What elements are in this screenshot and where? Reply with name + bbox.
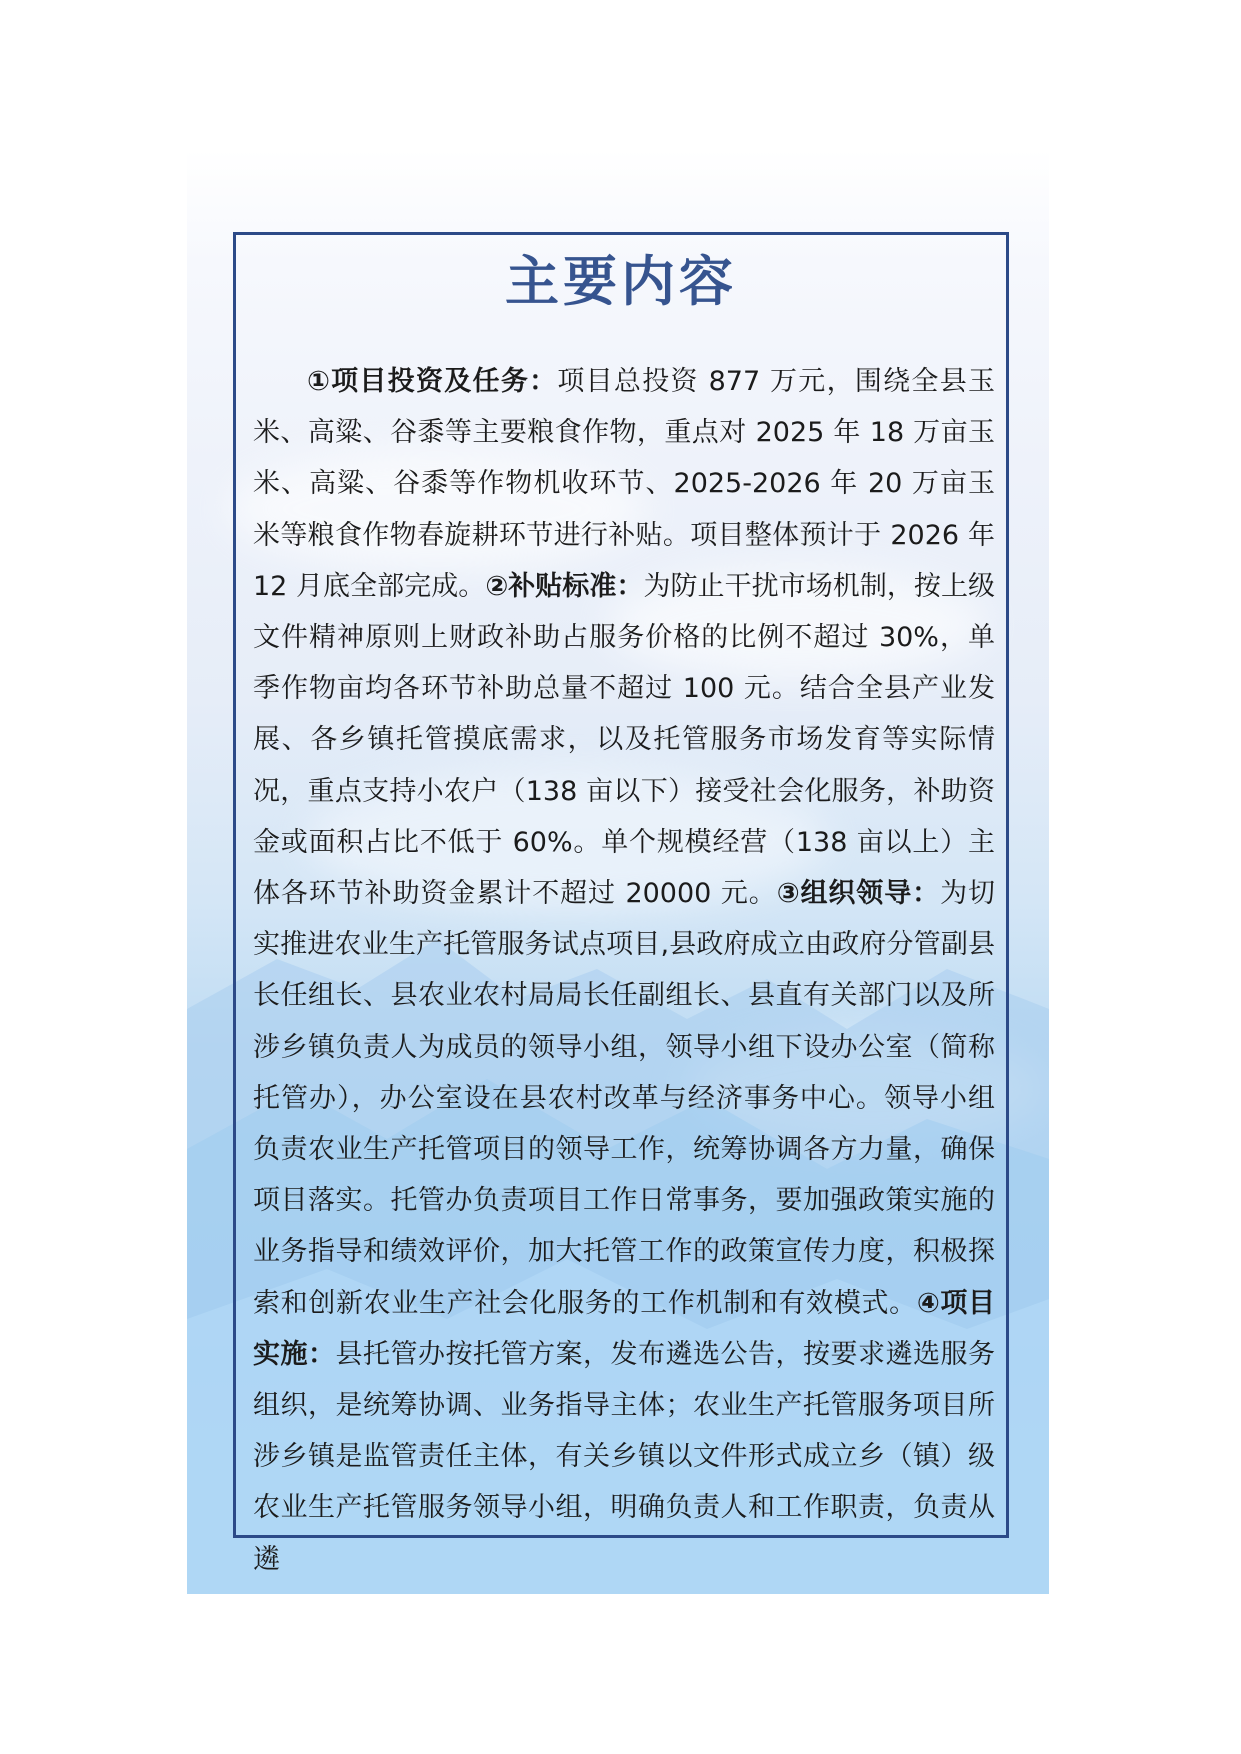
page-title: 主要内容: [505, 250, 737, 313]
section-text-implementation: 县托管办按托管方案，发布遴选公告，按要求遴选服务组织，是统筹协调、业务指导主体；农业生产托管服务项目所涉乡镇是监管责任主体，有关乡镇以文件形式成立乡（镇）级农业生产托管服务领导小组，明确负责人和工作职责，负责从遴: [253, 1338, 995, 1575]
section-text-subsidy-standard: 为防止干扰市场机制，按上级文件精神原则上财政补助占服务价格的比例不超过 30%，单季作物亩均各环节补助总量不超过 100 元。结合全县产业发展、各乡镇托管摸底需求，以及托管服务市场发育等实际情况，重点支持小农户（138 亩以下）接受社会化服务，补助资金或面积占比不低于 60%。单个规模经营（138 亩以上）主体各环节补助资金累计不超过 20000 元。: [253, 570, 995, 910]
section-text-organization: 为切实推进农业生产托管服务试点项目,县政府成立由政府分管副县长任组长、县农业农村局局长任副组长、县直有关部门以及所涉乡镇负责人为成员的领导小组，领导小组下设办公室（简称托管办），办公室设在县农村改革与经济事务中心。领导小组负责农业生产托管项目的领导工作，统筹协调各方力量，确保项目落实。托管办负责项目工作日常事务，要加强政策实施的业务指导和绩效评价，加大托管工作的政策宣传力度，积极探索和创新农业生产社会化服务的工作机制和有效模式。: [253, 878, 995, 1319]
section-heading-investment: ①项目投资及任务：: [307, 366, 558, 397]
section-heading-implementation: ④项目实施：: [253, 1287, 995, 1370]
section-heading-subsidy-standard: ②补贴标准：: [485, 570, 644, 602]
body-paragraph: [253, 356, 995, 1585]
section-heading-organization: ③组织领导：: [776, 878, 941, 910]
section-text-investment: 项目总投资 877 万元，围绕全县玉米、高粱、谷黍等主要粮食作物，重点对 2025 年 18 万亩玉米、高粱、谷黍等作物机收环节、2025-2026 年 20 万亩玉米等粮食作物春旋耕环节进行补贴。项目整体预计于 2026 年 12 月底全部完成。: [253, 366, 995, 602]
